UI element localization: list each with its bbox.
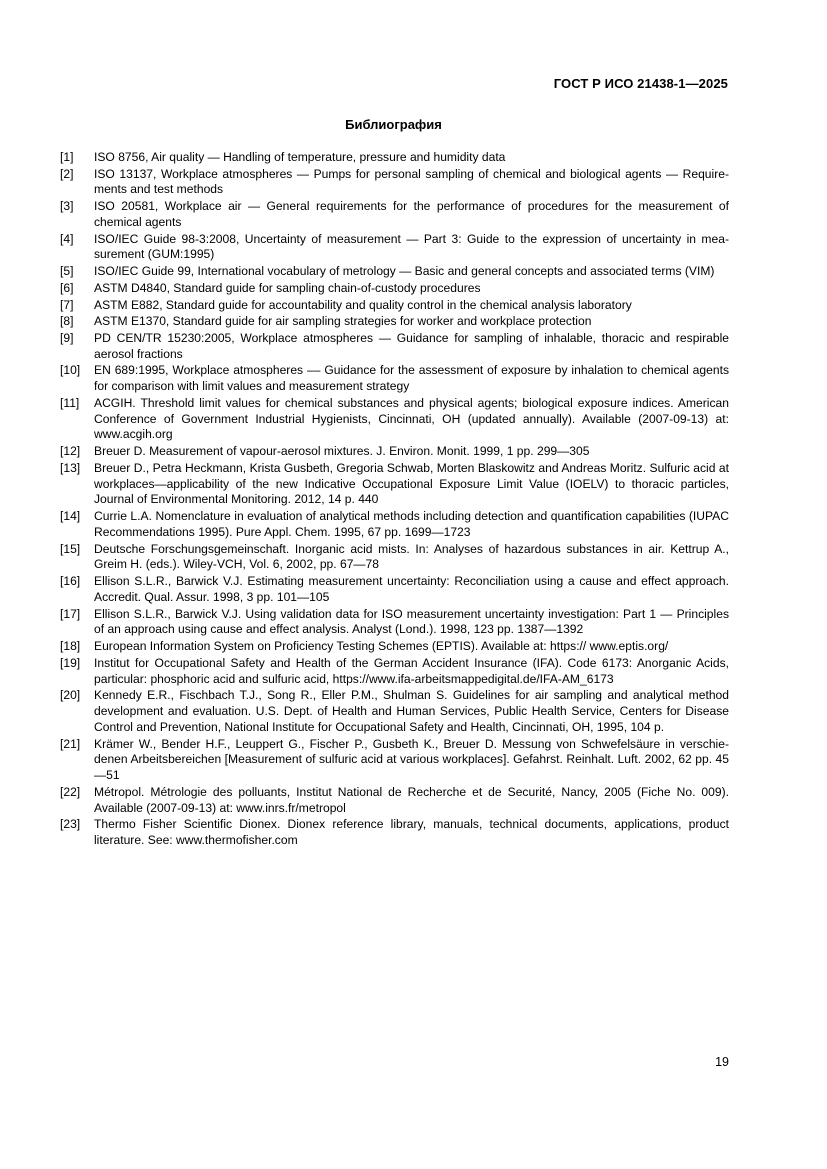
entry-text: Métropol. Métrologie des polluants, Institut National de Recherche et de Securité, Nancy, 2005 (Fiche No. 009). Available (2007-09-13) at: www.inrs.fr/metropol <box>94 784 729 815</box>
bibliography-entry <box>60 232 729 264</box>
entry-text: Ellison S.L.R., Barwick V.J. Using validation data for ISO measurement uncertainty investigation: Part 1 — Principles of an approach using cause and effect analysis. Analyst (Lond.). 1998, 123 pp. 1387—1392 <box>94 606 729 637</box>
bibliography-entry <box>60 737 729 784</box>
bibliography-entry <box>60 607 729 639</box>
entry-number: [21] <box>60 736 81 751</box>
entry-text: ASTM D4840, Standard guide for sampling chain-of-custody procedures <box>94 280 481 295</box>
bibliography-entry <box>60 199 729 231</box>
page-number: 19 <box>715 1055 729 1069</box>
bibliography-entry <box>60 264 729 280</box>
bibliography-entry <box>60 363 729 395</box>
bibliography-entry <box>60 331 729 363</box>
entry-text: Deutsche Forschungsgemeinschaft. Inorganic acid mists. In: Analyses of hazardous substances in air. Kettrup A., Greim H. (eds.). Wiley-VCH, Vol. 6, 2002, pp. 67—78 <box>94 541 729 572</box>
entry-text: EN 689:1995, Workplace atmospheres –– Guidance for the assessment of exposure by inhalation to chemical agents for comparison with limit values and measurement strategy <box>94 363 729 394</box>
entry-number: [16] <box>60 574 81 589</box>
bibliography-entry <box>60 461 729 508</box>
entry-number: [8] <box>60 314 74 329</box>
entry-number: [19] <box>60 655 81 670</box>
entry-number: [10] <box>60 363 81 378</box>
entry-number: [5] <box>60 264 74 279</box>
bibliography-entry <box>60 639 729 655</box>
bibliography-entry <box>60 542 729 574</box>
entry-number: [6] <box>60 280 74 295</box>
entry-text: Kennedy E.R., Fischbach T.J., Song R., Eller P.M., Shulman S. Guidelines for air sampling and analytical method development and evaluation. U.S. Dept. of Health and Human Services, Public Health Service, Centers for Disease Control and Prevention, National Institute for Occupational Safety and Health, Cincinnati, OH, 1995, 104 p. <box>94 688 729 734</box>
entry-text: Institut for Occupational Safety and Health of the German Accident Insurance (IFA). Code 6173: Anorganic Acids, particular: phosphoric acid and sulfuric acid, https://www.ifa-arbeitsmappedigital.de/IFA-AM_6173 <box>94 655 729 686</box>
bibliography-entry <box>60 396 729 443</box>
entry-text: ISO/IEC Guide 98-3:2008, Uncertainty of measurement — Part 3: Guide to the expression of uncertainty in measurement (GUM:1995) <box>94 231 729 262</box>
bibliography-entry <box>60 656 729 688</box>
entry-number: [23] <box>60 817 81 832</box>
bibliography-entry <box>60 509 729 541</box>
entry-text: ISO 20581, Workplace air — General requirements for the performance of procedures for the measurement of chemical agents <box>94 199 729 229</box>
entry-text: ASTM E1370, Standard guide for air sampling strategies for worker and workplace protection <box>94 314 592 329</box>
entry-number: [17] <box>60 606 81 621</box>
bibliography-entry <box>60 281 729 297</box>
entry-number: [2] <box>60 166 74 181</box>
entry-number: [12] <box>60 444 81 459</box>
document-code-header: ГОСТ Р ИСО 21438-1—2025 <box>553 76 728 91</box>
entry-number: [20] <box>60 688 81 703</box>
bibliography-entry <box>60 167 729 199</box>
entry-text: Currie L.A. Nomenclature in evaluation of analytical methods including detection and quantification capabilities (IUPAC Recommendations 1995). Pure Appl. Chem. 1995, 67 pp. 1699—1723 <box>94 509 729 539</box>
entry-number: [13] <box>60 460 81 475</box>
entry-text: European Information System on Proficiency Testing Schemes (EPTIS). Available at: https:// www.eptis.org/ <box>94 639 669 654</box>
bibliography-entry <box>60 574 729 606</box>
entry-number: [7] <box>60 297 74 312</box>
entry-number: [22] <box>60 784 81 799</box>
entry-text: ASTM E882, Standard guide for accountability and quality control in the chemical analysis laboratory <box>94 297 632 312</box>
entry-number: [11] <box>60 395 80 410</box>
entry-text: Thermo Fisher Scientific Dionex. Dionex reference library, manuals, technical documents, applications, product literature. See: www.thermofisher.com <box>94 817 729 848</box>
entry-number: [9] <box>60 330 74 345</box>
bibliography-entry <box>60 688 729 735</box>
entry-text: ISO 8756, Air quality — Handling of temperature, pressure and humidity data <box>94 150 506 164</box>
entry-text: Krämer W., Bender H.F., Leuppert G., Fischer P., Gusbeth K., Breuer D. Messung von Schwefelsäure in verschiedenen Arbeitsbereichen [Measurement of sulfuric acid at various workplaces]. Gefahrst. Reinhalt. Luft. 2002, 62 pp. 45—51 <box>94 736 729 783</box>
entry-number: [4] <box>60 231 74 246</box>
bibliography-entry <box>60 817 729 849</box>
entry-number: [1] <box>60 150 74 164</box>
entry-number: [3] <box>60 199 74 214</box>
entry-text: Ellison S.L.R., Barwick V.J. Estimating measurement uncertainty: Reconciliation using a cause and effect approach. Accredit. Qual. Assur. 1998, 3 pp. 101—105 <box>94 574 729 604</box>
entry-text: ISO 13137, Workplace atmospheres — Pumps for personal sampling of chemical and biological agents — Requirements and test methods <box>94 166 729 197</box>
entry-number: [14] <box>60 509 81 524</box>
entry-text: ISO/IEC Guide 99, International vocabulary of metrology — Basic and general concepts and associated terms (VIM) <box>94 264 715 279</box>
bibliography-entry <box>60 444 729 460</box>
bibliography-entry <box>60 314 729 330</box>
entry-text: Breuer D. Measurement of vapour-aerosol mixtures. J. Environ. Monit. 1999, 1 pp. 299—305 <box>94 444 590 459</box>
entry-number: [15] <box>60 541 81 556</box>
bibliography-list <box>60 150 729 850</box>
entry-number: [18] <box>60 639 81 654</box>
entry-text: ACGIH. Threshold limit values for chemical substances and physical agents; biological exposure indices. American Conference of Government Industrial Hygienists, Cincinnati, OH (updated annually). Available (2007-09-13) at: www.acgih.org <box>94 395 729 442</box>
bibliography-entry <box>60 785 729 817</box>
bibliography-entry <box>60 150 729 166</box>
bibliography-title: Библиография <box>345 117 442 132</box>
bibliography-entry <box>60 298 729 314</box>
entry-text: PD CEN/TR 15230:2005, Workplace atmospheres — Guidance for sampling of inhalable, thoracic and respirable aerosol fractions <box>94 330 729 361</box>
entry-text: Breuer D., Petra Heckmann, Krista Gusbeth, Gregoria Schwab, Morten Blaskowitz and Andreas Moritz. Sulfuric acid at workplaces—applicability of the new Indicative Occupational Exposure Limit Value (IOELV) to thoracic particles, Journal of Environmental Monitoring. 2012, 14 p. 440 <box>94 460 729 507</box>
